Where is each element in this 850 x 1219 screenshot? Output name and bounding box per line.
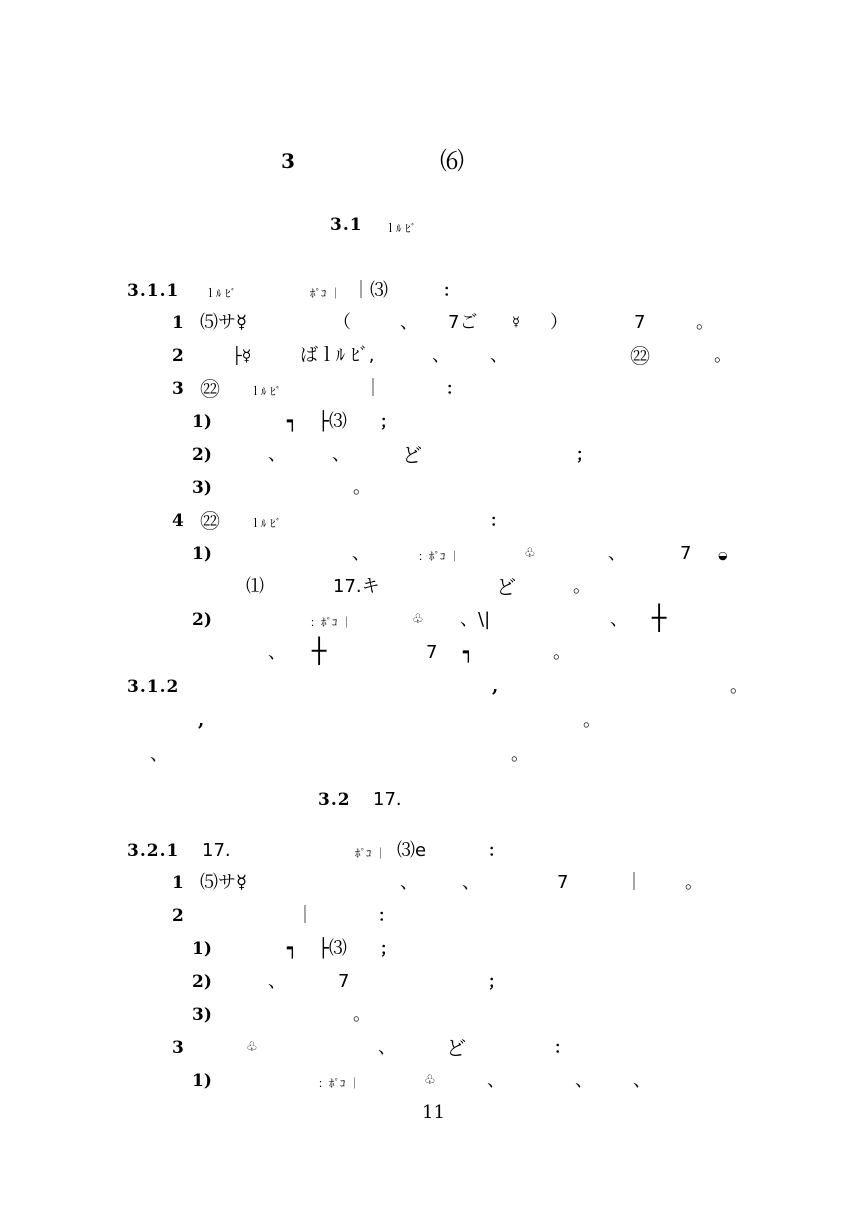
text-fragment: ┑ xyxy=(287,411,298,432)
text-fragment: ： xyxy=(554,1038,571,1057)
text-fragment: 、 xyxy=(378,1037,396,1058)
paragraph-line xyxy=(0,706,850,736)
subsection-number: 3.2.1 xyxy=(127,841,180,861)
text-fragment: 、 xyxy=(332,444,350,465)
text-fragment: ： xyxy=(490,511,507,530)
list-item-continuation xyxy=(0,572,850,602)
text-fragment: 7 xyxy=(680,543,692,564)
text-fragment: 7ご xyxy=(448,312,478,333)
list-item xyxy=(0,374,850,404)
text-fragment: 、 xyxy=(400,872,418,893)
heading-fragment: ﾎﾟｺ ｜ xyxy=(310,287,341,300)
text-fragment: ┼ xyxy=(652,604,667,632)
text-fragment: 、 xyxy=(268,642,286,663)
item-number: 3 xyxy=(172,379,184,399)
item-number: 1) xyxy=(192,939,212,959)
item-number: 1 xyxy=(172,873,184,893)
heading-fragment: ⑶e xyxy=(397,840,427,861)
text-fragment: 。 xyxy=(685,872,703,893)
text-fragment: ├⑶ xyxy=(318,938,347,959)
text-fragment: ：ﾎﾟｺ ｜ xyxy=(418,550,460,563)
text-fragment: 7 xyxy=(426,642,438,663)
text-fragment: , xyxy=(198,710,205,731)
section-heading xyxy=(0,785,850,815)
section-title: ｌﾙ ﾋﾞ xyxy=(385,222,416,235)
subsection-heading xyxy=(0,276,850,306)
text-fragment: 。 xyxy=(696,312,714,333)
item-number: 1 xyxy=(172,313,184,333)
item-number: 3) xyxy=(192,1005,212,1025)
section-number: 3.2 xyxy=(318,790,351,810)
heading-fragment: ： xyxy=(443,281,460,300)
list-item xyxy=(0,901,850,931)
list-item xyxy=(0,1033,850,1063)
list-item-continuation xyxy=(0,638,850,668)
heading-fragment: ﾎﾟｺ ｜ xyxy=(355,847,386,860)
text-fragment: ； xyxy=(380,412,397,431)
section-title: 17. xyxy=(373,789,402,810)
section-number: 3.1 xyxy=(330,215,363,235)
text-fragment: ┑ xyxy=(463,642,474,663)
text-fragment: ⑴ xyxy=(246,576,264,597)
text-fragment: ┑ xyxy=(287,938,298,959)
text-fragment: 。 xyxy=(353,477,371,498)
list-item xyxy=(0,539,850,569)
heading-fragment: ： xyxy=(488,841,505,860)
item-number: 1) xyxy=(192,412,212,432)
heading-fragment: ｌﾙ ﾋﾞ xyxy=(205,287,236,300)
chapter-title: ⑹ xyxy=(440,147,464,175)
text-fragment: ｌﾙ ﾋﾞ xyxy=(250,385,281,398)
text-fragment: ど xyxy=(446,1036,466,1060)
text-fragment: ├☿ xyxy=(232,346,252,365)
text-fragment: ♧ xyxy=(412,612,424,627)
text-fragment: ど xyxy=(402,443,422,467)
text-fragment: ├⑶ xyxy=(318,411,347,432)
item-number: 2 xyxy=(172,906,184,926)
item-number: 1) xyxy=(192,544,212,564)
text-fragment: ◒ xyxy=(718,549,728,562)
item-number: 2 xyxy=(172,346,184,366)
list-item xyxy=(0,605,850,635)
item-number: 3) xyxy=(192,478,212,498)
list-item xyxy=(0,473,850,503)
text-fragment: 。 xyxy=(583,710,601,731)
item-number: 2) xyxy=(192,972,212,992)
text-fragment: （ xyxy=(333,312,351,333)
text-fragment: 、 xyxy=(490,345,508,366)
text-fragment: 。 xyxy=(573,576,591,597)
text-fragment: ： xyxy=(378,906,395,925)
text-fragment: ； xyxy=(488,972,505,991)
chapter-number: 3 xyxy=(281,149,295,173)
text-fragment: 、 xyxy=(487,1070,505,1091)
text-fragment: ） xyxy=(550,312,568,333)
list-item xyxy=(0,506,850,536)
text-fragment: 、 xyxy=(268,444,286,465)
heading-fragment: ｜⑶ xyxy=(352,280,388,301)
text-fragment: ｜ xyxy=(364,378,382,399)
page-footer xyxy=(0,1098,850,1128)
list-item xyxy=(0,1066,850,1096)
text-fragment: ㉒ xyxy=(630,344,650,368)
text-fragment: 、 xyxy=(633,1070,651,1091)
text-fragment: ♧ xyxy=(424,1073,436,1088)
heading-fragment: 17. xyxy=(202,840,231,861)
subsection-number: 3.1.2 xyxy=(127,677,180,697)
text-fragment: ：ﾎﾟｺ ｜ xyxy=(318,1077,360,1090)
text-fragment: 、 xyxy=(352,543,370,564)
text-fragment: 、 xyxy=(400,312,418,333)
text-fragment: ：ﾎﾟｺ ｜ xyxy=(310,616,352,629)
text-fragment: 、\| xyxy=(460,609,491,630)
text-fragment: ： xyxy=(446,379,463,398)
text-fragment: ♧ xyxy=(524,546,536,561)
text-fragment: ｜ xyxy=(296,905,314,926)
text-fragment: 7 xyxy=(634,312,646,333)
text-fragment: ㉒ xyxy=(200,377,220,401)
subsection-heading xyxy=(0,672,850,702)
text-fragment: ┼ xyxy=(312,637,327,665)
list-item xyxy=(0,868,850,898)
text-fragment: ☿ xyxy=(512,315,520,330)
list-item xyxy=(0,308,850,338)
text-fragment: 。 xyxy=(730,676,748,697)
item-number: 1) xyxy=(192,1071,212,1091)
chapter-heading xyxy=(0,146,850,176)
text-fragment: 7 xyxy=(557,872,569,893)
text-fragment: ⑸サ☿ xyxy=(200,312,248,333)
text-fragment: ⑸サ☿ xyxy=(200,872,248,893)
list-item xyxy=(0,440,850,470)
text-fragment: 、 xyxy=(150,744,168,765)
text-fragment: 、 xyxy=(608,543,626,564)
text-fragment: 。 xyxy=(511,744,529,765)
page-number: 11 xyxy=(422,1102,445,1123)
item-number: 2) xyxy=(192,610,212,630)
text-fragment: ばｌﾙ ﾋﾞ, xyxy=(300,345,375,366)
text-fragment: 。 xyxy=(353,1004,371,1025)
text-fragment: 。 xyxy=(553,642,571,663)
text-fragment: ㉒ xyxy=(200,509,220,533)
text-fragment: ； xyxy=(576,445,593,464)
list-item xyxy=(0,341,850,371)
list-item xyxy=(0,407,850,437)
text-fragment: , xyxy=(492,676,499,697)
text-fragment: 、 xyxy=(268,971,286,992)
section-heading xyxy=(0,210,850,240)
text-fragment: ど xyxy=(496,575,516,599)
text-fragment: ♧ xyxy=(246,1040,258,1055)
text-fragment: 、 xyxy=(610,609,628,630)
subsection-number: 3.1.1 xyxy=(127,281,180,301)
text-fragment: ； xyxy=(380,939,397,958)
text-fragment: 、 xyxy=(575,1070,593,1091)
item-number: 3 xyxy=(172,1038,184,1058)
text-fragment: ｜ xyxy=(625,872,643,893)
item-number: 2) xyxy=(192,445,212,465)
list-item xyxy=(0,1000,850,1030)
text-fragment: 7 xyxy=(338,971,350,992)
text-fragment: 。 xyxy=(714,345,732,366)
list-item xyxy=(0,967,850,997)
text-fragment: 、 xyxy=(432,345,450,366)
text-fragment: 、 xyxy=(462,872,480,893)
text-fragment: ｌﾙ ﾋﾞ xyxy=(250,517,281,530)
paragraph-line xyxy=(0,740,850,770)
item-number: 4 xyxy=(172,511,184,531)
text-fragment: 17.キ xyxy=(333,576,380,597)
subsection-heading xyxy=(0,836,850,866)
list-item xyxy=(0,934,850,964)
